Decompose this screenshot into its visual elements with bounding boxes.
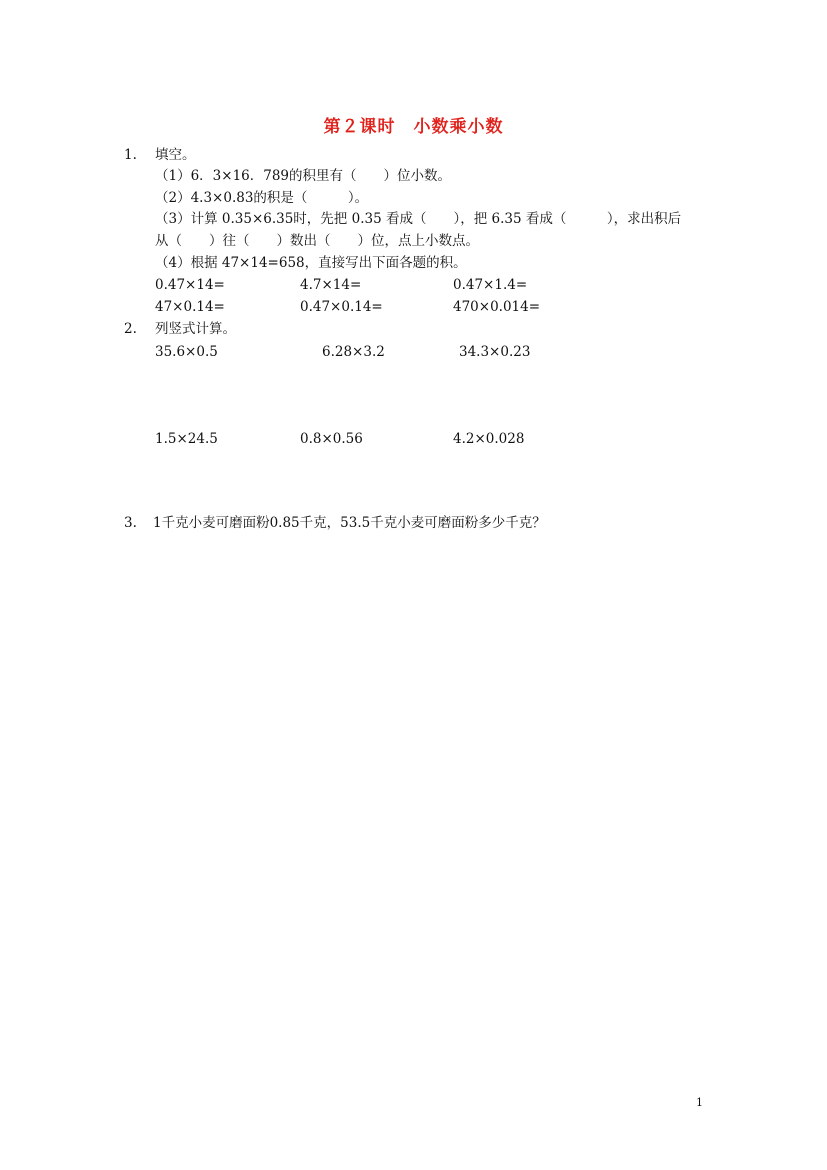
question-1-item-1: （1）6．3×16．789的积里有（ ）位小数。 — [155, 168, 452, 184]
vertical-calc-expression: 35.6×0.5 — [155, 344, 218, 360]
question-2-number: 2. — [124, 321, 137, 337]
question-1-heading: 填空。 — [155, 147, 196, 163]
calc-expression: 47×0.14= — [155, 299, 225, 315]
vertical-calc-expression: 1.5×24.5 — [155, 431, 218, 447]
calc-expression: 0.47×1.4= — [453, 277, 528, 293]
calc-expression: 470×0.014= — [453, 299, 541, 315]
question-1-item-3: （3）计算 0.35×6.35时，先把 0.35 看成（ ），把 6.35 看成（ ），求出积后 — [155, 211, 682, 227]
question-1-item-2: （2）4.3×0.83的积是（ ）。 — [155, 190, 369, 206]
question-2-heading: 列竖式计算。 — [155, 321, 236, 337]
calc-expression: 0.47×14= — [155, 277, 225, 293]
vertical-calc-expression: 34.3×0.23 — [459, 344, 531, 360]
calc-expression: 0.47×0.14= — [300, 299, 383, 315]
vertical-calc-expression: 4.2×0.028 — [453, 431, 525, 447]
calc-expression: 4.7×14= — [300, 277, 362, 293]
page-title: 第２课时 小数乘小数 — [323, 117, 504, 137]
question-3-text: 1千克小麦可磨面粉0.85千克，53.5千克小麦可磨面粉多少千克？ — [153, 515, 546, 531]
vertical-calc-expression: 6.28×3.2 — [322, 344, 385, 360]
question-3-number: 3. — [124, 515, 137, 531]
vertical-calc-expression: 0.8×0.56 — [300, 431, 363, 447]
page-number: 1 — [696, 1096, 703, 1109]
question-1-number: 1. — [124, 147, 137, 163]
question-1-item-3-continued: 从（ ）往（ ）数出（ ）位，点上小数点。 — [155, 233, 479, 249]
question-1-item-4: （4）根据 47×14=658，直接写出下面各题的积。 — [155, 255, 467, 271]
